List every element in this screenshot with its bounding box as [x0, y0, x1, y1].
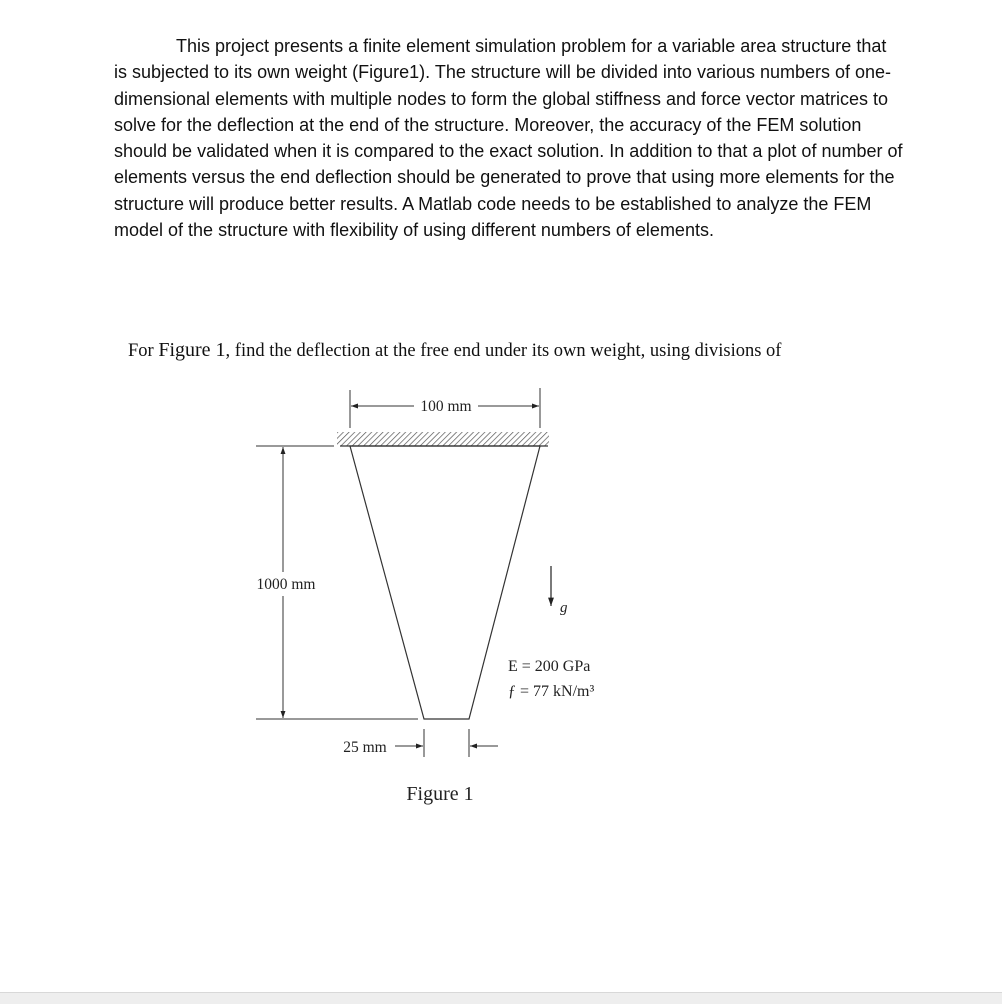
prompt-figure-reference: Figure 1 — [158, 339, 226, 361]
figure-caption: Figure 1 — [406, 783, 474, 805]
bottom-scroll-strip — [0, 992, 1002, 1004]
bottom-width-label: 25 mm — [343, 739, 387, 756]
top-width-dimension — [350, 388, 540, 428]
intro-paragraph: This project presents a finite element simulation problem for a variable area structure that is subjected to its own weight (Figure1). The structure will be divided into various numbers of one-dimensional elements with multiple nodes to form the global stiffness and force vector matrices to solve for the deflection at the end of the structure. Moreover, the accuracy of the FEM solution should be validated when it is compared to the exact solution. In addition to that a plot of number of elements versus the end deflection should be generated to prove that using more elements for the structure will produce better results. A Matlab code needs to be established to analyze the FEM model of the structure with flexibility of using different numbers of elements. — [114, 36, 903, 241]
modulus-label: E = 200 GPa — [508, 658, 591, 675]
top-width-label: 100 mm — [420, 398, 472, 415]
support-hatching — [337, 432, 549, 446]
height-label: 1000 mm — [256, 576, 316, 593]
gravity-label: g — [560, 600, 568, 616]
bottom-width-dimension — [343, 729, 498, 757]
tapered-bar — [350, 446, 540, 719]
height-dimension — [256, 446, 418, 719]
weight-density-label: ƒ = 77 kN/m³ — [508, 683, 595, 700]
prompt-rest: , find the deflection at the free end under its own weight, using divisions of — [225, 341, 782, 361]
prompt-lead: For — [128, 341, 159, 361]
fixed-support — [337, 432, 549, 446]
gravity-indicator — [551, 566, 568, 616]
